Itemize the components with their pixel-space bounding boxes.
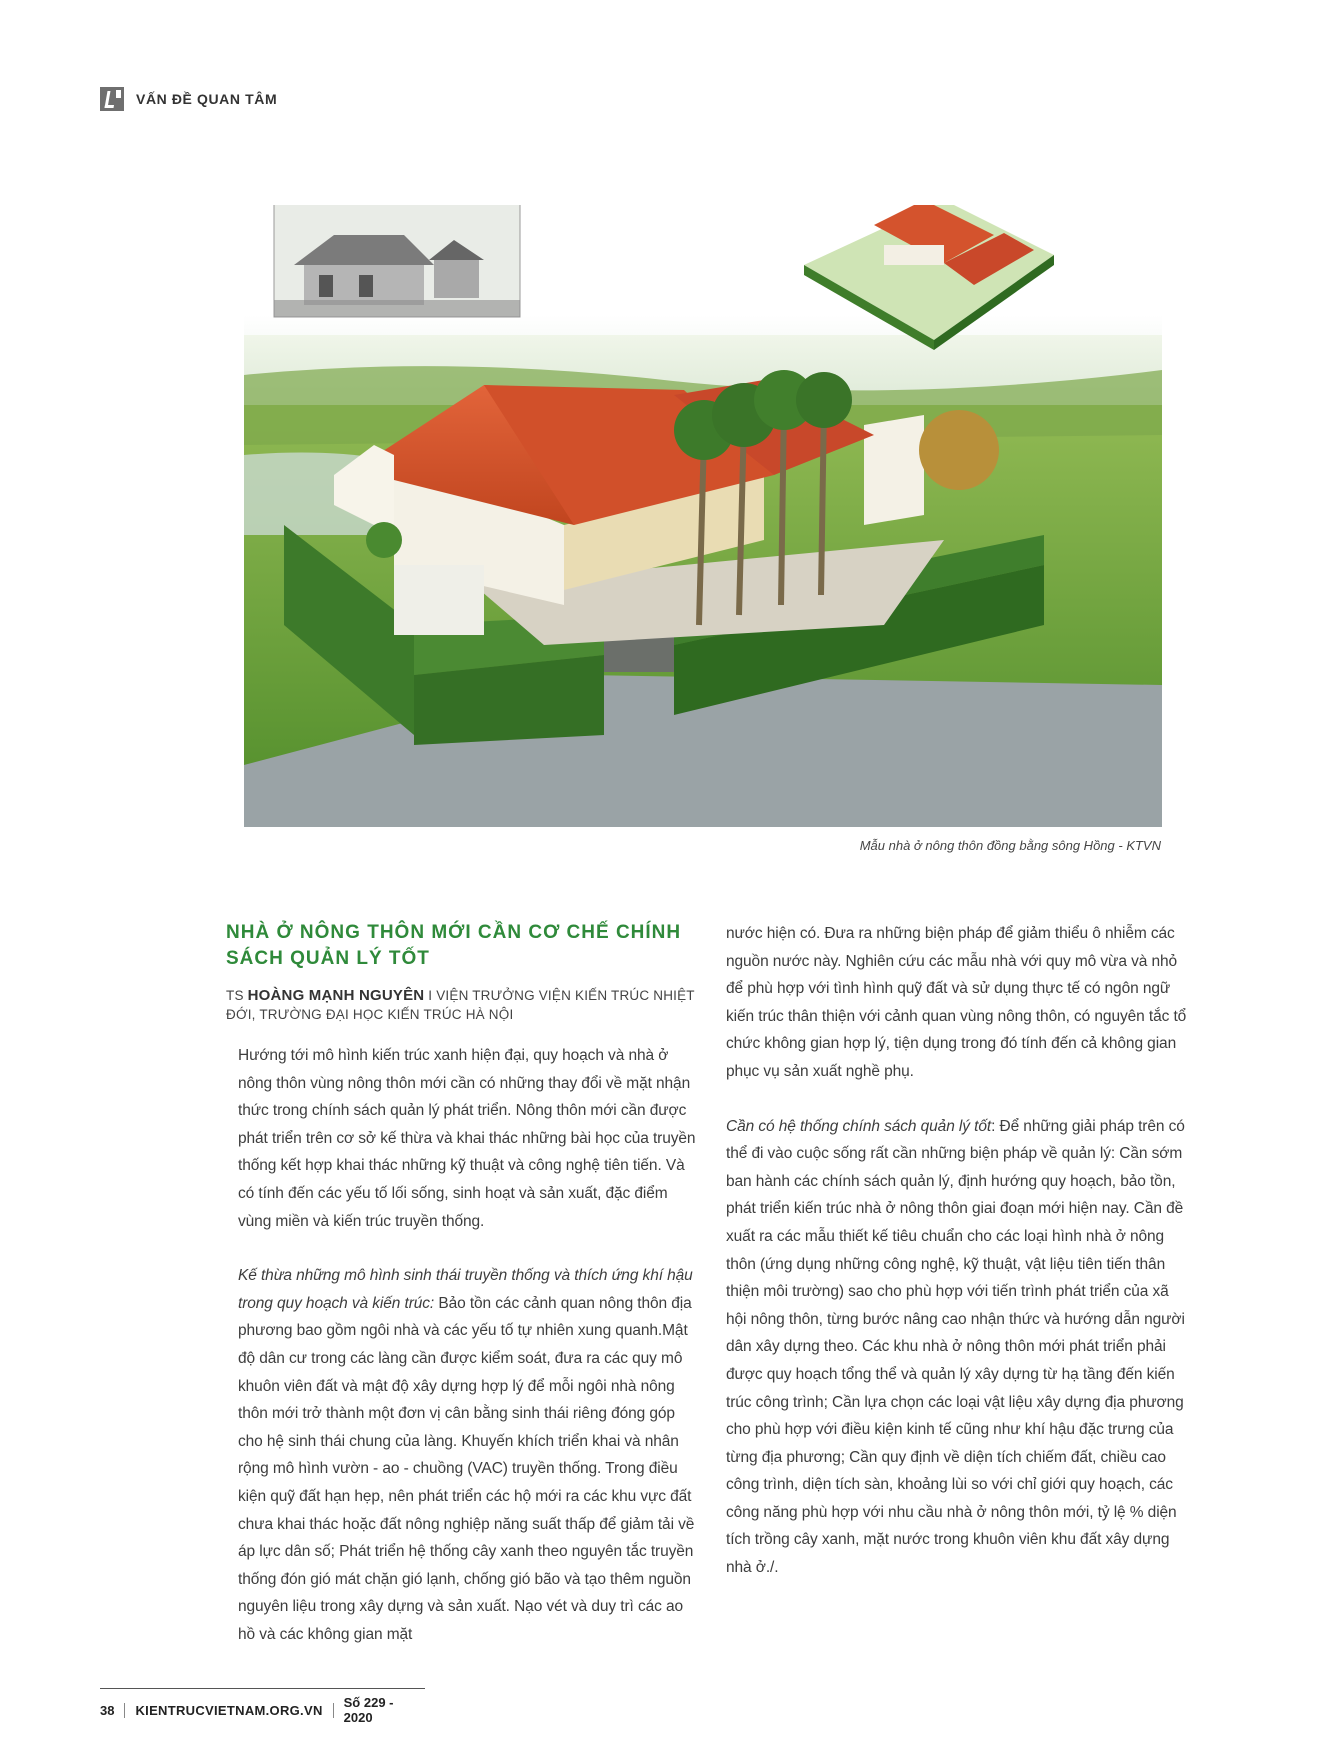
section-title: VẤN ĐỀ QUAN TÂM — [136, 91, 278, 107]
paragraph-policy-lead: Cần có hệ thống chính sách quản lý tốt — [726, 1117, 992, 1135]
paragraph-ecology-text: Bảo tồn các cảnh quan nông thôn địa phương bao gồm ngôi nhà và các yếu tố tự nhiên xung quanh.Mật độ dân cư trong các làng cần được kiểm soát, đưa ra các quy mô khuôn viên đất và mật độ xây dựng hợp lý để mỗi ngôi nhà nông thôn mới trở thành một đơn vị cân bằng sinh thái riêng đóng góp cho hệ sinh thái chung của làng. Khuyến khích triển khai và nhân rộng mô hình vườn - ao - chuồng (VAC) truyền thống. Trong điều kiện quỹ đất hạn hẹp, nên phát triển các hộ mới ra các khu vực đất chưa khai thác hoặc đất nông nghiệp năng suất thấp để giảm tải về áp lực dân số; Phát triển hệ thống cây xanh theo nguyên tắc truyền thống đón gió mát chặn gió lạnh, chống gió bão và tạo thêm nguồn nguyên liệu trong xây dựng và sản xuất. Nạo vét và duy trì các ao hồ và các không gian mặt — [238, 1294, 695, 1643]
paragraph-policy-text: : Để những giải pháp trên có thể đi vào cuộc sống rất cần những biện pháp về quản lý: Cần sớm ban hành các chính sách quản lý, định hướng quy hoạch, bảo tồn, phát triển kiến trúc nhà ở nông thôn giai đoạn mới hiện nay. Cần đề xuất ra các mẫu thiết kế tiêu chuẩn cho các loại hình nhà ở nông thôn (ứng dụng những công nghệ, kỹ thuật, vật liệu tiên tiến thân thiện môi trường) sao cho phù hợp với tiến trình phát triển của xã hội nông thôn, từng bước nâng cao nhận thức và hướng dẫn người dân xây dựng theo. Các khu nhà ở nông thôn mới phát triển phải được quy hoạch tổng thể và quản lý xây dựng từ hạ tầng đến kiến trúc công trình; Cần lựa chọn các loại vật liệu xây dựng địa phương cho phù hợp với điều kiện kinh tế cũng như khí hậu đặc trưng của từng địa phương; Cần quy định về diện tích chiếm đất, chiều cao công trình, diện tích sàn, khoảng lùi so với chỉ giới quy hoạch, các công năng phù hợp với nhu cầu nhà ở nông thôn mới, tỷ lệ % diện tích trồng cây xanh, mặt nước trong khuôn viên khu đất xây dựng nhà ở./. — [726, 1117, 1185, 1577]
house-illustration — [244, 205, 1162, 827]
page-number: 38 — [100, 1703, 125, 1718]
byline-affiliation: I VIỆN TRƯỞNG VIỆN KIẾN TRÚC NHIỆT ĐỚI, TRƯỜNG ĐẠI HỌC KIẾN TRÚC HÀ NỘI — [226, 988, 695, 1022]
old-house-sketch — [274, 205, 520, 317]
page-footer — [100, 1688, 425, 1725]
section-header — [100, 86, 277, 112]
article-title: NHÀ Ở NÔNG THÔN MỚI CẦN CƠ CHẾ CHÍNH SÁCH QUẢN LÝ TỐT — [226, 922, 682, 969]
footer-issue: Số 229 - 2020 — [343, 1695, 394, 1725]
footer-site: KIENTRUCVIETNAM.ORG.VN — [135, 1703, 333, 1718]
author-name: HOÀNG MẠNH NGUYÊN — [247, 987, 425, 1004]
article-column-left — [226, 920, 696, 1675]
paragraph-policy — [726, 1113, 1188, 1582]
figure-caption: Mẫu nhà ở nông thôn đồng bằng sông Hồng - KTVN — [859, 838, 1161, 853]
section-logo-icon — [100, 87, 124, 111]
paragraph-ecology-lead: Kế thừa những mô hình sinh thái truyền thống và thích ứng khí hậu trong quy hoạch và kiến trúc: — [238, 1267, 693, 1312]
paragraph-water: nước hiện có. Đưa ra những biện pháp để giảm thiểu ô nhiễm các nguồn nước này. Nghiên cứu các mẫu nhà với quy mô vừa và nhỏ để phù hợp với tình hình quỹ đất và sử dụng thực tế có ngôn ngữ kiến trúc thân thiện với cảnh quan vùng nông thôn, có nguyên tắc tổ chức không gian hợp lý, tiện dụng trong đó tính đến cả không gian phục vụ sản xuất nghề phụ. — [726, 925, 1187, 1080]
article-column-right — [726, 920, 1188, 1609]
paragraph-ecology — [226, 1262, 696, 1648]
byline-prefix: TS — [226, 988, 248, 1003]
article-byline — [226, 986, 696, 1024]
paragraph-intro: Hướng tới mô hình kiến trúc xanh hiện đại, quy hoạch và nhà ở nông thôn vùng nông thôn mới cần có những thay đổi về mặt nhận thức trong chính sách quản lý phát triển. Nông thôn mới cần được phát triển trên cơ sở kế thừa và khai thác những bài học của truyền thống kết hợp khai thác những kỹ thuật và công nghệ tiên tiến. Và có tính đến các yếu tố lối sống, sinh hoạt và sản xuất, đặc điểm vùng miền và kiến trúc truyền thống. — [238, 1047, 696, 1230]
